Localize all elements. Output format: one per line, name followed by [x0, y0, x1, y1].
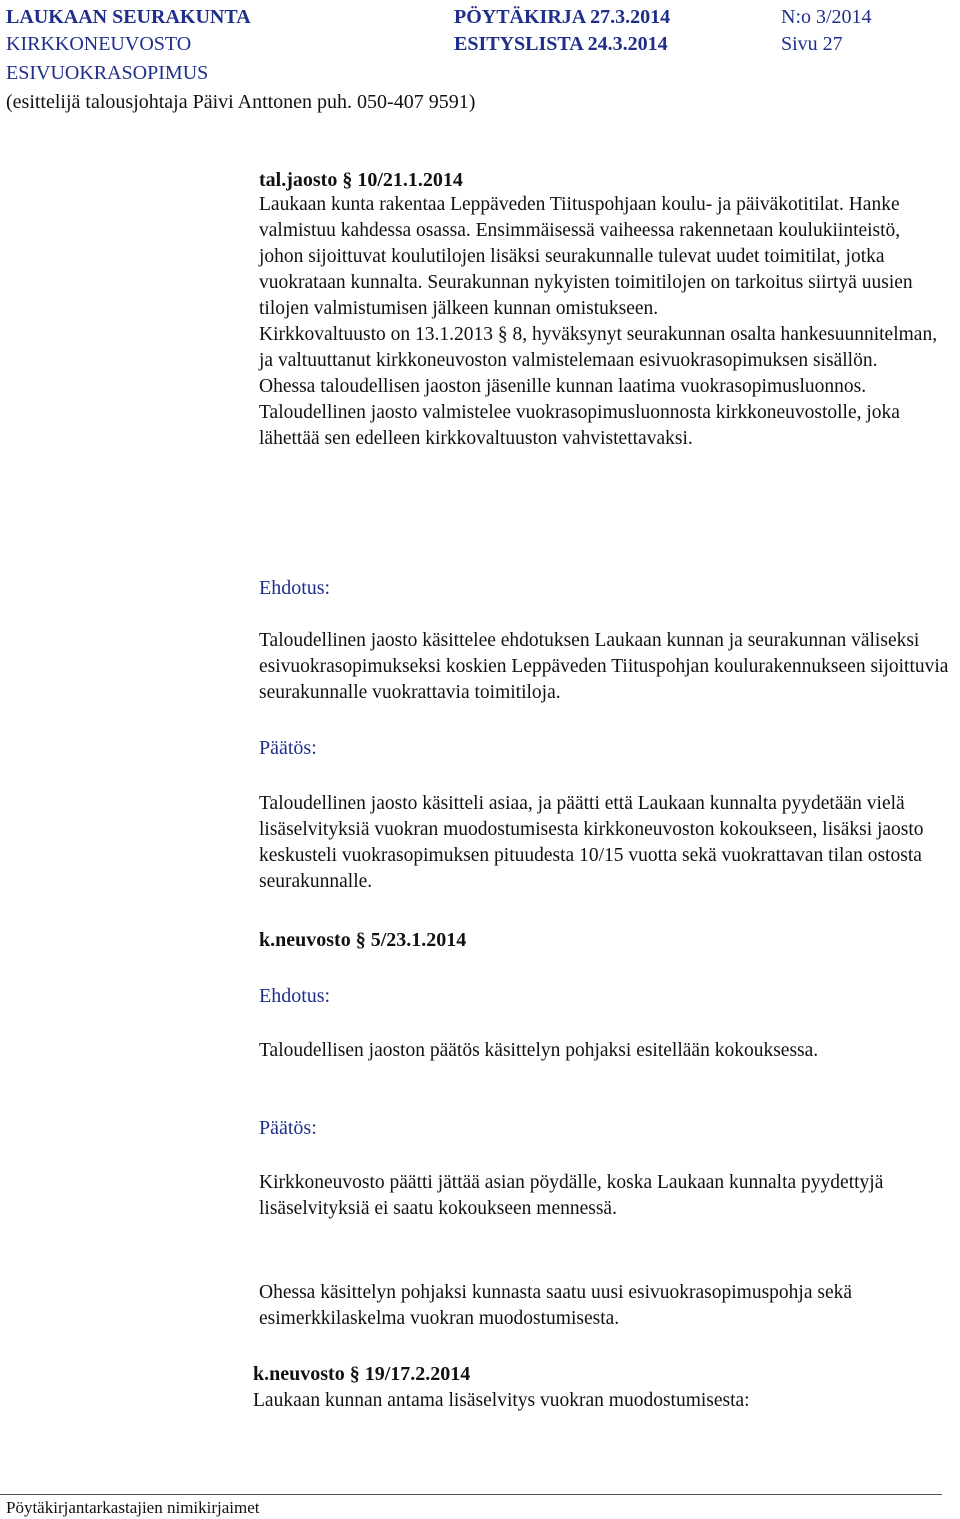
section1-decision: Taloudellinen jaosto käsitteli asiaa, ja päätti että Laukaan kunnalta pyydetään vielä lisäselvityksiä vuokran muodostumisesta kirkkoneuvoston kokoukseen, lisäksi jaosto keskusteli vuokrasopimuksen pituudesta 10/15 vuotta sekä vuokrattavan tilan ostosta seurakunnalle. — [259, 793, 924, 892]
header-body: KIRKKONEUVOSTO — [6, 33, 192, 55]
section2-proposal: Taloudellisen jaoston päätös käsittelyn pohjaksi esitellään kokouksessa. — [259, 1040, 819, 1061]
header-agenda: ESITYSLISTA 24.3.2014 — [454, 33, 668, 55]
header-number: N:o 3/2014 — [781, 6, 872, 28]
section1-paragraph: Kirkkovaltuusto on 13.1.2013 § 8, hyväksynyt seurakunnan osalta hankesuunnitelman, ja valtuuttanut kirkkoneuvoston valmistelemaan esivuokrasopimuksen sisällön. — [259, 324, 938, 371]
footer-divider — [0, 1494, 942, 1495]
section1-body — [259, 192, 949, 452]
section3-ref: k.neuvosto § 19/17.2.2014 — [253, 1363, 471, 1385]
section1-ref: tal.jaosto § 10/21.1.2014 — [259, 169, 463, 191]
section1-paragraph: Ohessa taloudellisen jaoston jäsenille kunnan laatima vuokrasopimusluonnos. Taloudellinen jaosto valmistelee vuokrasopimusluonnosta kirkkoneuvostolle, joka lähettää sen edelleen kirkkovaltuuston vahvistettavaksi. — [259, 376, 900, 449]
section1-decision-label: Päätös: — [259, 737, 317, 759]
footer-initials: Pöytäkirjantarkastajien nimikirjaimet — [6, 1498, 260, 1517]
header-minutes: PÖYTÄKIRJA 27.3.2014 — [454, 6, 671, 28]
section1-proposal: Taloudellinen jaosto käsittelee ehdotuksen Laukaan kunnan ja seurakunnan väliseksi esivuokrasopimukseksi koskien Leppäveden Tiituspohjan koulurakennukseen sijoittuvia seurakunnalle vuokrattavia toimitiloja. — [259, 630, 949, 703]
section1-paragraph: Laukaan kunta rakentaa Leppäveden Tiituspohjaan koulu- ja päiväkotitilat. Hanke valmistuu kahdessa osassa. Ensimmäisessä vaiheessa rakennetaan koulukiinteistö, johon sijoittuvat koulutilojen lisäksi seurakunnalle tulevat uudet toimitilat, jotka vuokrataan kunnalta. Seurakunnan nykyisten toimitilojen on tarkoitus siirtyä uusien tilojen valmistumisen jälkeen kunnan omistukseen. — [259, 194, 913, 319]
presenter-line: (esittelijä talousjohtaja Päivi Anttonen puh. 050-407 9591) — [6, 91, 476, 113]
section2-proposal-label: Ehdotus: — [259, 985, 331, 1007]
section3-text: Laukaan kunnan antama lisäselvitys vuokran muodostumisesta: — [253, 1390, 750, 1411]
section2-decision-label: Päätös: — [259, 1117, 317, 1139]
section1-proposal-label: Ehdotus: — [259, 577, 331, 599]
document-title: ESIVUOKRASOPIMUS — [6, 62, 209, 84]
section2-ref: k.neuvosto § 5/23.1.2014 — [259, 929, 467, 951]
header-org: LAUKAAN SEURAKUNTA — [6, 6, 251, 28]
section2-note: Ohessa käsittelyn pohjaksi kunnasta saatu uusi esivuokrasopimuspohja sekä esimerkkilaskelma vuokran muodostumisesta. — [259, 1282, 853, 1329]
header-page: Sivu 27 — [781, 33, 843, 55]
section2-decision: Kirkkoneuvosto päätti jättää asian pöydälle, koska Laukaan kunnalta pyydettyjä lisäselvityksiä ei saatu kokoukseen mennessä. — [259, 1172, 884, 1219]
